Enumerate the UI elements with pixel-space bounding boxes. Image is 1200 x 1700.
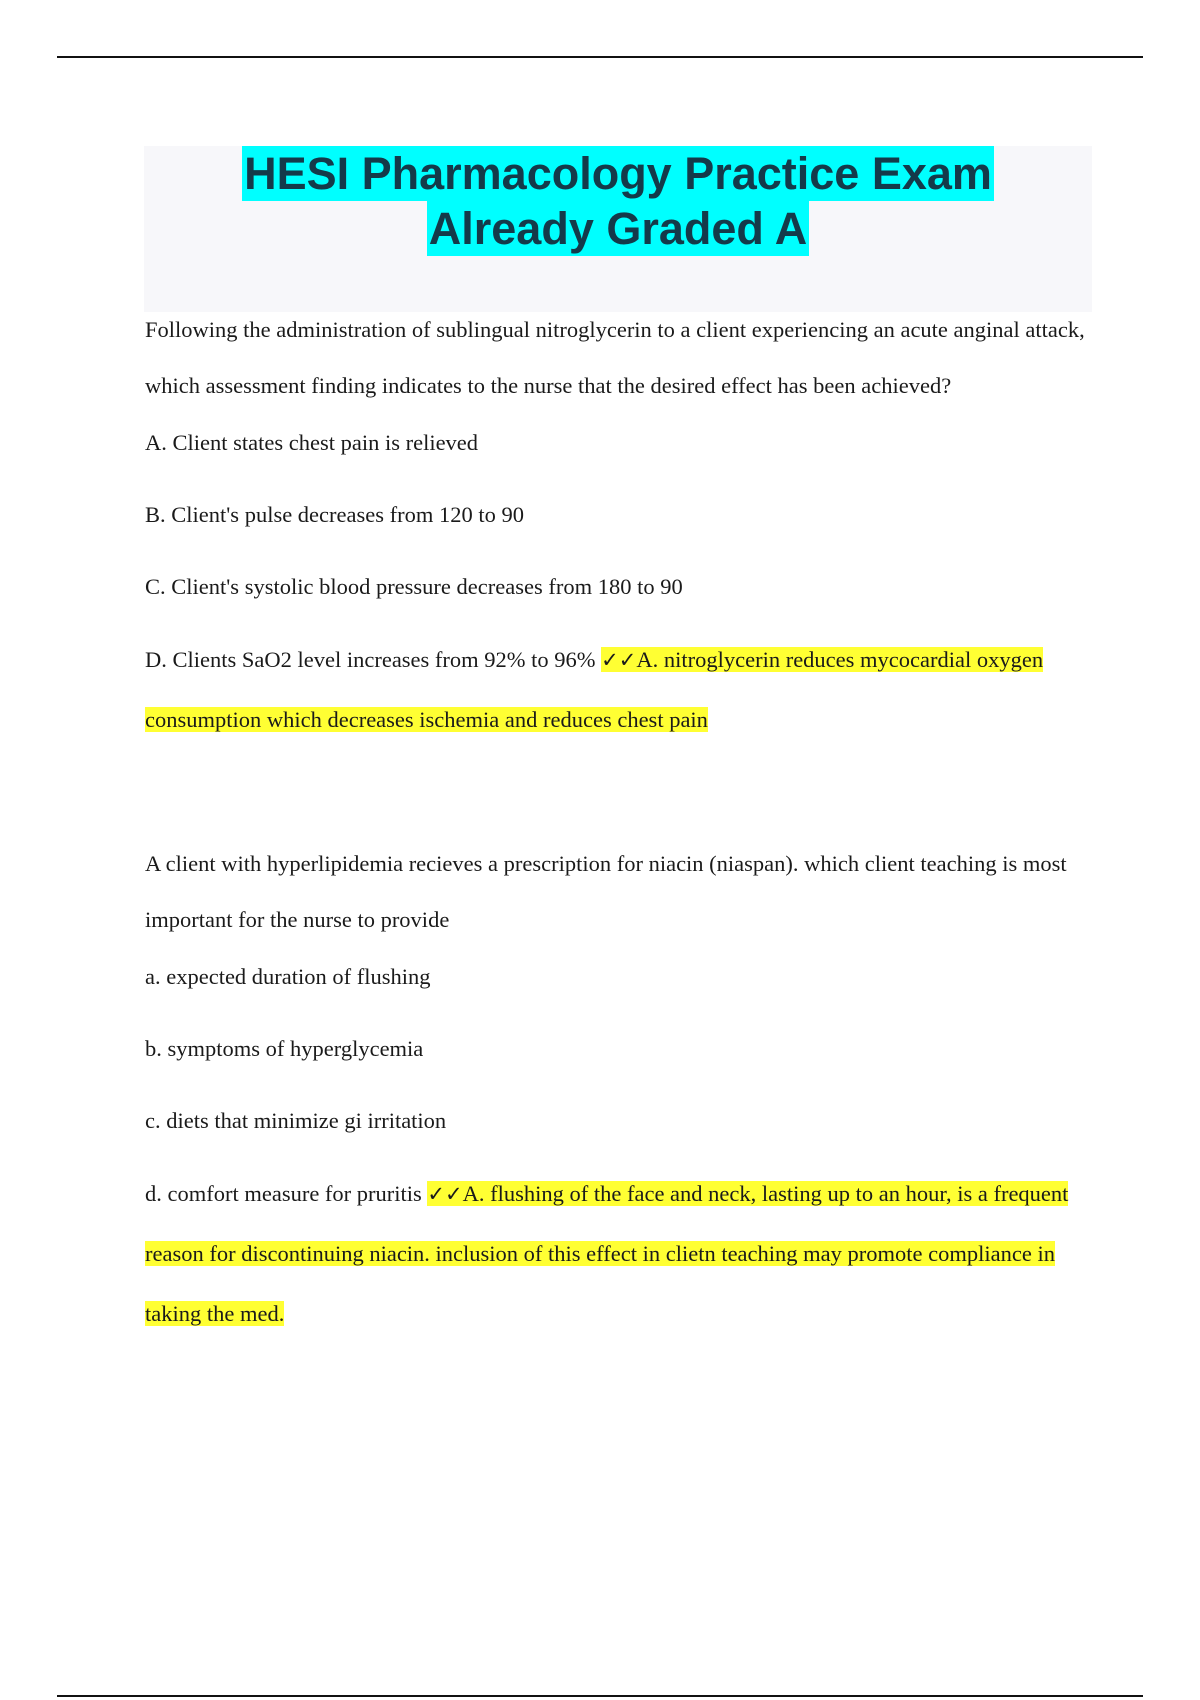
footer-rule (57, 1695, 1143, 1697)
question-list (145, 302, 1095, 1344)
question-2 (145, 836, 1095, 1344)
answer-option: a. expected duration of flushing (145, 964, 431, 989)
correct-answer-rationale: A. flushing of the face and neck, lasting up to an hour, is a frequent reason for discontinuing niacin. inclusion of this effect in clietn teaching may promote compliance in taking the med. (145, 1181, 1069, 1326)
answer-option: b. symptoms of hyperglycemia (145, 1036, 424, 1061)
check-mark-icon: ✓✓ (601, 648, 637, 672)
document-title-line-2: Already Graded A (428, 203, 808, 254)
document-title-line-1: HESI Pharmacology Practice Exam (244, 148, 992, 199)
answer-option: c. diets that minimize gi irritation (145, 1108, 447, 1133)
check-mark-icon: ✓✓ (427, 1182, 463, 1206)
answer-line (145, 630, 1095, 750)
answer-option: d. comfort measure for pruritis (145, 1181, 422, 1206)
question-stem: A client with hyperlipidemia recieves a prescription for niacin (niaspan). which client teaching is most important for the nurse to provide (145, 851, 1067, 932)
header-rule (57, 56, 1143, 58)
answer-option: D. Clients SaO2 level increases from 92% to 96% (145, 647, 596, 672)
answer-option: B. Client's pulse decreases from 120 to 90 (145, 502, 524, 527)
correct-answer-rationale: A. nitroglycerin reduces mycocardial oxygen consumption which decreases ischemia and reduces chest pain (145, 647, 1044, 732)
question-stem: Following the administration of sublingual nitroglycerin to a client experiencing an acute anginal attack, which assessment finding indicates to the nurse that the desired effect has been achieved? (145, 317, 1085, 398)
answer-option: C. Client's systolic blood pressure decreases from 180 to 90 (145, 574, 683, 599)
question-1 (145, 302, 1095, 750)
answer-option: A. Client states chest pain is relieved (145, 430, 479, 455)
answer-line (145, 1164, 1095, 1344)
title-block (144, 146, 1092, 312)
